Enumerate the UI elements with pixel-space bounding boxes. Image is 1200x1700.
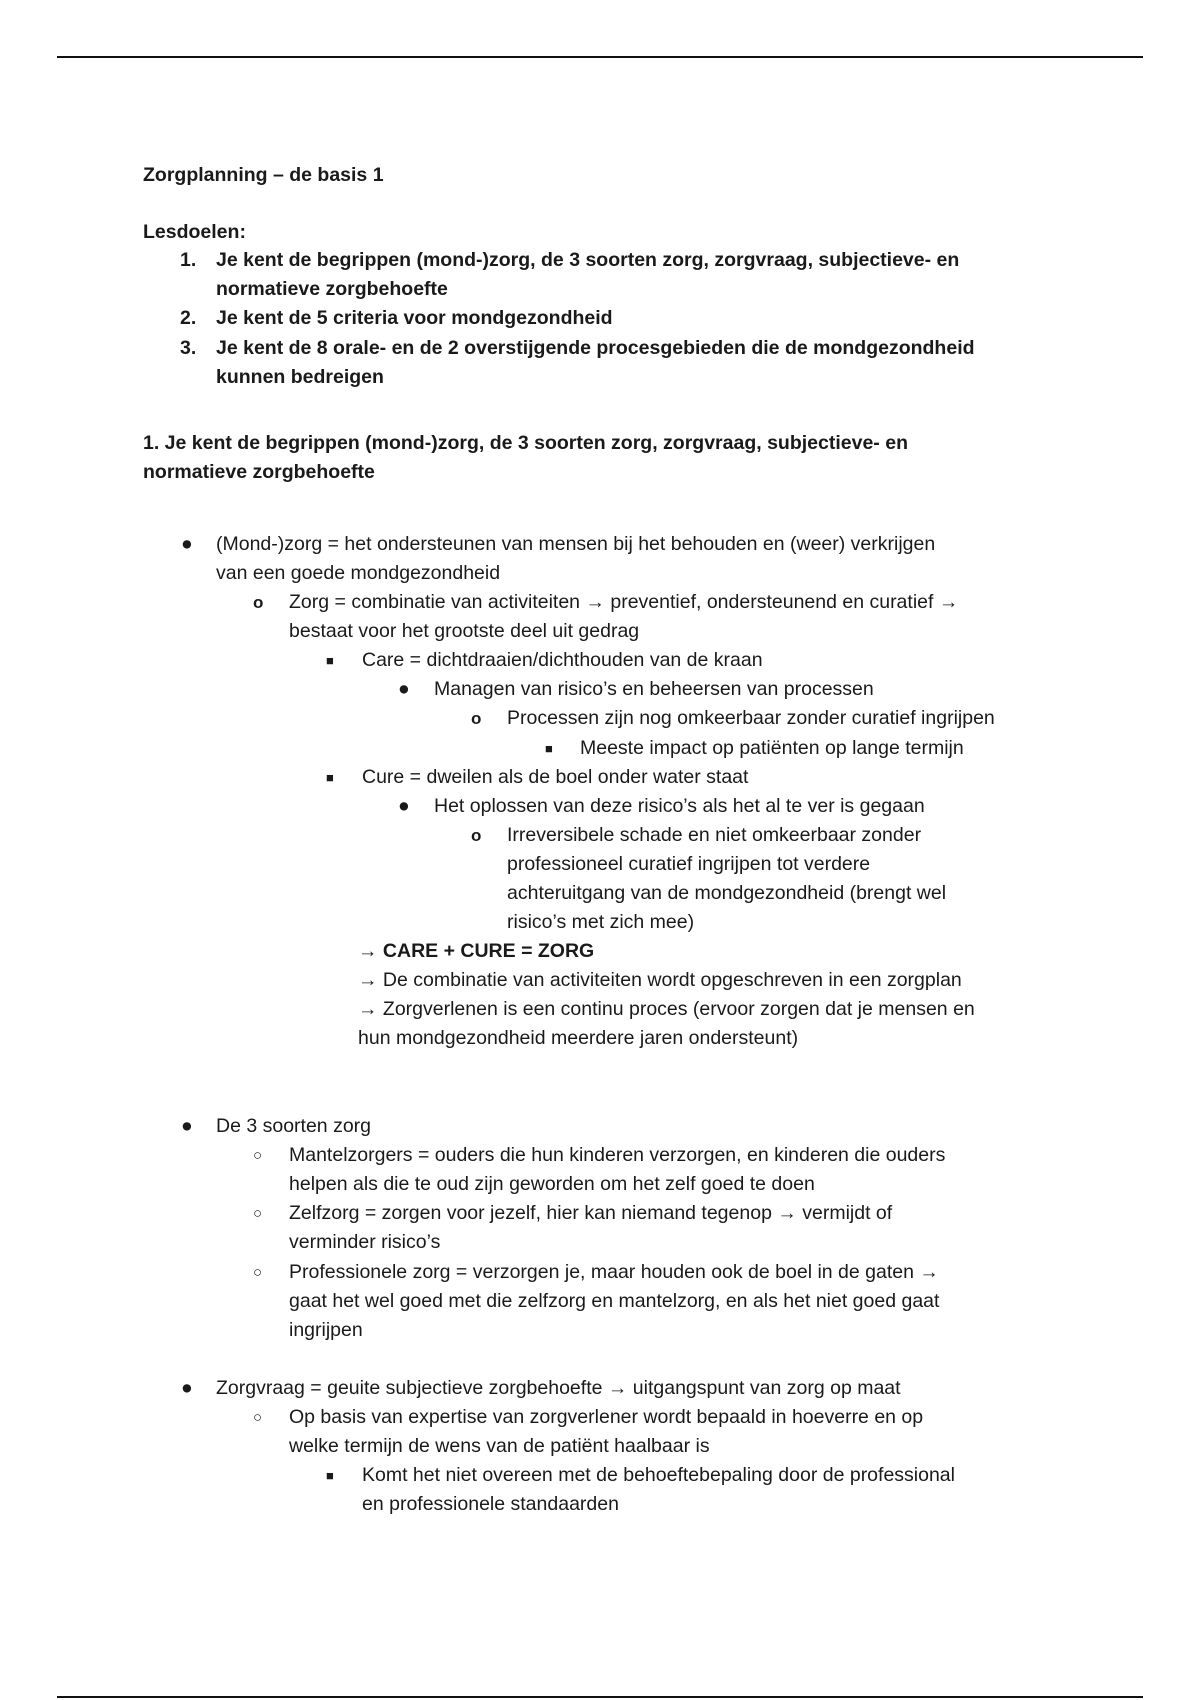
lesdoelen-label: Lesdoelen: bbox=[143, 221, 246, 243]
list-item: gaat het wel goed met die zelfzorg en mantelzorg, en als het niet goed gaat bbox=[289, 1290, 940, 1312]
bullet-circle-icon: ○ bbox=[253, 1264, 263, 1281]
document-title: Zorgplanning – de basis 1 bbox=[143, 164, 384, 186]
section-heading: 1. Je kent de begrippen (mond-)zorg, de 3 soorten zorg, zorgvraag, subjectieve- en bbox=[143, 432, 908, 454]
bullet-circle-icon: o bbox=[471, 709, 482, 728]
list-item: verminder risico’s bbox=[289, 1231, 441, 1253]
list-item: Op basis van expertise van zorgverlener wordt bepaald in hoeverre en op bbox=[289, 1406, 924, 1428]
list-item: van een goede mondgezondheid bbox=[216, 562, 501, 584]
goal-text: Je kent de begrippen (mond-)zorg, de 3 soorten zorg, zorgvraag, subjectieve- en bbox=[216, 249, 960, 271]
list-item: achteruitgang van de mondgezondheid (brengt wel bbox=[507, 882, 947, 904]
bullet-circle-icon: ○ bbox=[253, 1205, 263, 1222]
goal-text: kunnen bedreigen bbox=[216, 366, 384, 388]
list-item: bestaat voor het grootste deel uit gedrag bbox=[289, 620, 640, 642]
note-text: → Zorgverlenen is een continu proces (ervoor zorgen dat je mensen en bbox=[358, 998, 975, 1020]
goal-number: 3. bbox=[180, 337, 197, 359]
bullet-disc-icon: ● bbox=[181, 533, 193, 555]
note-text: hun mondgezondheid meerdere jaren ondersteunt) bbox=[358, 1027, 799, 1049]
list-item: risico’s met zich mee) bbox=[507, 911, 695, 933]
list-item: Care = dichtdraaien/dichthouden van de kraan bbox=[362, 649, 763, 671]
list-item: De 3 soorten zorg bbox=[216, 1115, 372, 1137]
goal-text: Je kent de 8 orale- en de 2 overstijgende procesgebieden die de mondgezondheid bbox=[216, 337, 975, 359]
goal-text: Je kent de 5 criteria voor mondgezondheid bbox=[216, 307, 613, 329]
list-item: Professionele zorg = verzorgen je, maar houden ook de boel in de gaten → bbox=[289, 1261, 939, 1283]
bullet-circle-icon: o bbox=[471, 826, 482, 845]
bullet-square-icon: ■ bbox=[545, 741, 553, 756]
bullet-circle-icon: ○ bbox=[253, 1147, 263, 1164]
list-item: en professionele standaarden bbox=[362, 1493, 619, 1515]
list-item: helpen als die te oud zijn geworden om het zelf goed te doen bbox=[289, 1173, 815, 1195]
bullet-circle-icon: o bbox=[253, 593, 264, 612]
note-text: → De combinatie van activiteiten wordt opgeschreven in een zorgplan bbox=[358, 969, 962, 991]
top-rule bbox=[57, 56, 1143, 58]
list-item: Komt het niet overeen met de behoeftebepaling door de professional bbox=[362, 1464, 955, 1486]
list-item: Cure = dweilen als de boel onder water staat bbox=[362, 766, 749, 788]
bullet-disc-icon: ● bbox=[398, 795, 410, 817]
list-item: Het oplossen van deze risico’s als het al te ver is gegaan bbox=[434, 795, 925, 817]
list-item: Processen zijn nog omkeerbaar zonder curatief ingrijpen bbox=[507, 707, 995, 729]
bullet-disc-icon: ● bbox=[398, 678, 410, 700]
list-item: Zorgvraag = geuite subjectieve zorgbehoefte → uitgangspunt van zorg op maat bbox=[216, 1377, 901, 1399]
bullet-square-icon: ■ bbox=[326, 653, 334, 668]
list-item: Irreversibele schade en niet omkeerbaar zonder bbox=[507, 824, 922, 846]
bullet-circle-icon: ○ bbox=[253, 1409, 263, 1426]
goal-number: 2. bbox=[180, 307, 197, 329]
bullet-disc-icon: ● bbox=[181, 1377, 193, 1399]
formula-text: → CARE + CURE = ZORG bbox=[358, 940, 595, 962]
list-item: Zorg = combinatie van activiteiten → preventief, ondersteunend en curatief → bbox=[289, 591, 959, 613]
list-item: ingrijpen bbox=[289, 1319, 363, 1341]
goal-number: 1. bbox=[180, 249, 197, 271]
list-item: Meeste impact op patiënten op lange termijn bbox=[580, 737, 964, 759]
bottom-rule bbox=[57, 1696, 1143, 1698]
bullet-square-icon: ■ bbox=[326, 1468, 334, 1483]
bullet-square-icon: ■ bbox=[326, 770, 334, 785]
list-item: Managen van risico’s en beheersen van processen bbox=[434, 678, 874, 700]
list-item: professioneel curatief ingrijpen tot verdere bbox=[507, 853, 871, 875]
list-item: Mantelzorgers = ouders die hun kinderen verzorgen, en kinderen die ouders bbox=[289, 1144, 946, 1166]
bullet-disc-icon: ● bbox=[181, 1115, 193, 1137]
list-item: welke termijn de wens van de patiënt haalbaar is bbox=[289, 1435, 710, 1457]
section-heading: normatieve zorgbehoefte bbox=[143, 461, 375, 483]
list-item: (Mond-)zorg = het ondersteunen van mensen bij het behouden en (weer) verkrijgen bbox=[216, 533, 936, 555]
goal-text: normatieve zorgbehoefte bbox=[216, 278, 448, 300]
list-item: Zelfzorg = zorgen voor jezelf, hier kan niemand tegenop → vermijdt of bbox=[289, 1202, 893, 1224]
